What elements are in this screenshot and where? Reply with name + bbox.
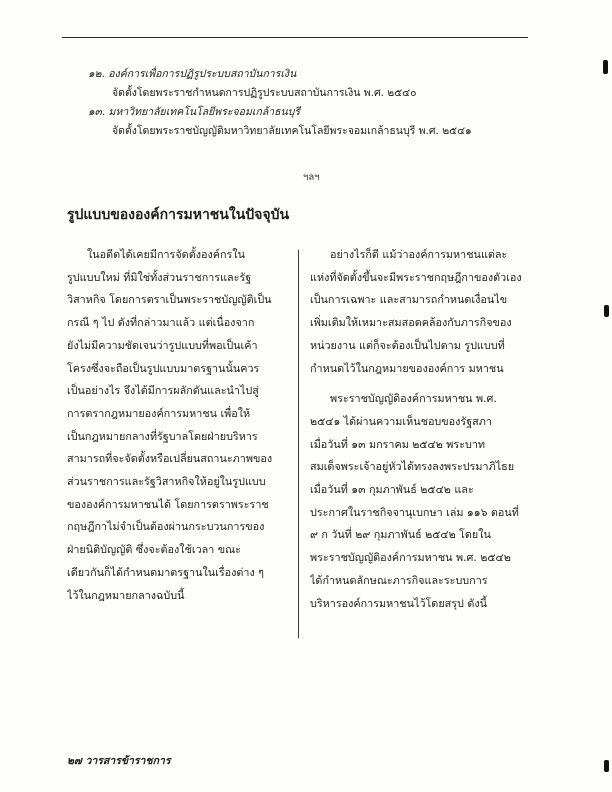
paragraph-line: ประกาศในราชกิจจานุเบกษา เล่ม ๑๑๖ ตอนที่ xyxy=(310,505,519,519)
list-item xyxy=(88,103,548,141)
paragraph-line: ขององค์การมหาชนได้ โดยการตราพระราช xyxy=(67,497,269,511)
list-item-description: จัดตั้งโดยพระราชบัญญัติมหาวิทยาลัยเทคโนโลยีพระจอมเกล้าธนบุรี พ.ศ. ๒๕๔๑ xyxy=(112,125,472,137)
paragraph-line: เมื่อวันที่ ๑๓ กุมภาพันธ์ ๒๕๔๒ และ xyxy=(310,483,474,497)
edge-mark xyxy=(604,305,609,317)
paragraph-line: กำหนดไว้ในกฎหมายขององค์การ มหาชน xyxy=(310,361,504,375)
list-ellipsis: ฯลฯ xyxy=(303,172,320,183)
paragraph-line: ส่วนราชการและรัฐวิสาหกิจให้อยู่ในรูปแบบ xyxy=(67,475,266,489)
right-column xyxy=(310,244,532,615)
paragraph-line: เมื่อวันที่ ๑๓ มกราคม ๒๕๔๒ พระบาท xyxy=(310,437,485,451)
paragraph-line: โครงซึ่งจะถือเป็นรูปแบบมาตรฐานนั้นควร xyxy=(67,361,260,375)
paragraph-line: รูปแบบใหม่ ที่มิใช่ทั้งส่วนราชการและรัฐ xyxy=(67,270,252,284)
section-heading: รูปแบบขององค์การมหาชนในปัจจุบัน xyxy=(67,207,290,223)
paragraph-line: กฤษฎีกาไม่จำเป็นต้องผ่านกระบวนการของ xyxy=(67,520,265,534)
left-column xyxy=(67,244,289,607)
paragraph-line: การตรากฎหมายองค์การมหาชน เพื่อให้ xyxy=(67,406,251,420)
paragraph-spacer xyxy=(310,380,532,388)
paragraph-line: ฝ่ายนิติบัญญัติ ซึ่งจะต้องใช้เวลา ขณะ xyxy=(67,543,241,557)
organization-list xyxy=(88,65,548,141)
list-item-description: จัดตั้งโดยพระราชกำหนดการปฏิรูประบบสถาบันการเงิน พ.ศ. ๒๕๔๐ xyxy=(112,87,417,99)
paragraph-line: พระราชบัญญัติองค์การมหาชน พ.ศ. xyxy=(330,392,497,406)
edge-mark xyxy=(603,60,608,74)
paragraph-line: อย่างไรก็ดี แม้ว่าองค์การมหาชนแต่ละ xyxy=(330,248,508,261)
paragraph-line: เพิ่มเติมให้เหมาะสมสอดคล้องกับภารกิจของ xyxy=(310,316,512,330)
paragraph-line: ในอดีตได้เคยมีการจัดตั้งองค์กรใน xyxy=(87,248,245,261)
page-footer: ๒๗ วารสารข้าราชการ xyxy=(67,755,171,767)
paragraph-line: สมเด็จพระเจ้าอยู่หัวได้ทรงลงพระปรมาภิไธย xyxy=(310,460,515,474)
paragraph-line: พระราชบัญญัติองค์การมหาชน พ.ศ. ๒๕๔๒ xyxy=(310,551,511,565)
paragraph-line: ไว้ในกฎหมายกลางฉบับนี้ xyxy=(67,588,185,602)
paragraph-line: เป็นการเฉพาะ และสามารถกำหนดเงื่อนไข xyxy=(310,293,508,307)
paragraph-line: ๒๕๔๑ ได้ผ่านความเห็นชอบของรัฐสภา xyxy=(310,414,492,428)
edge-mark xyxy=(604,760,609,772)
paragraph-line: เป็นอย่างไร จึงได้มีการผลักดันและนำไปสู่ xyxy=(67,384,259,398)
paragraph-line: ได้กำหนดลักษณะภารกิจและระบบการ xyxy=(310,573,488,587)
paragraph-line: กรณี ๆ ไป ดังที่กล่าวมาแล้ว แต่เนื่องจาก xyxy=(67,316,255,330)
paragraph-line: เป็นกฎหมายกลางที่รัฐบาลโดยฝ่ายบริหาร xyxy=(67,429,258,443)
paragraph-line: ยังไม่มีความชัดเจนว่ารูปแบบที่พอเป็นเค้า xyxy=(67,338,258,352)
header-rule xyxy=(62,37,528,38)
paragraph-line: วิสาหกิจ โดยการตราเป็นพระราชบัญญัติเป็น xyxy=(67,293,272,307)
list-item xyxy=(88,65,548,103)
column-divider xyxy=(298,250,299,638)
list-item-title: ๑๒. องค์การเพื่อการปฏิรูประบบสถาบันการเงิน xyxy=(88,68,297,80)
list-item-title: ๑๓. มหาวิทยาลัยเทคโนโลยีพระจอมเกล้าธนบุรี xyxy=(88,106,301,118)
paragraph-line: หน่วยงาน แต่ก็จะต้องเป็นไปตาม รูปแบบที่ xyxy=(310,338,505,352)
paragraph-line: สามารถที่จะจัดตั้งหรือเปลี่ยนสถานะภาพของ xyxy=(67,452,273,466)
paragraph-line: เดียวกันก็ได้กำหนดมาตรฐานในเรื่องต่าง ๆ xyxy=(67,565,264,579)
paragraph-line: ๙ ก วันที่ ๒๙ กุมภาพันธ์ ๒๕๔๒ โดยใน xyxy=(310,528,491,542)
paragraph-line: บริหารองค์การมหาชนไว้โดยสรุป ดังนี้ xyxy=(310,596,487,610)
paragraph-line: แห่งที่จัดตั้งขึ้นจะมีพระราชกฤษฎีกาของตัวเอง xyxy=(310,270,522,284)
